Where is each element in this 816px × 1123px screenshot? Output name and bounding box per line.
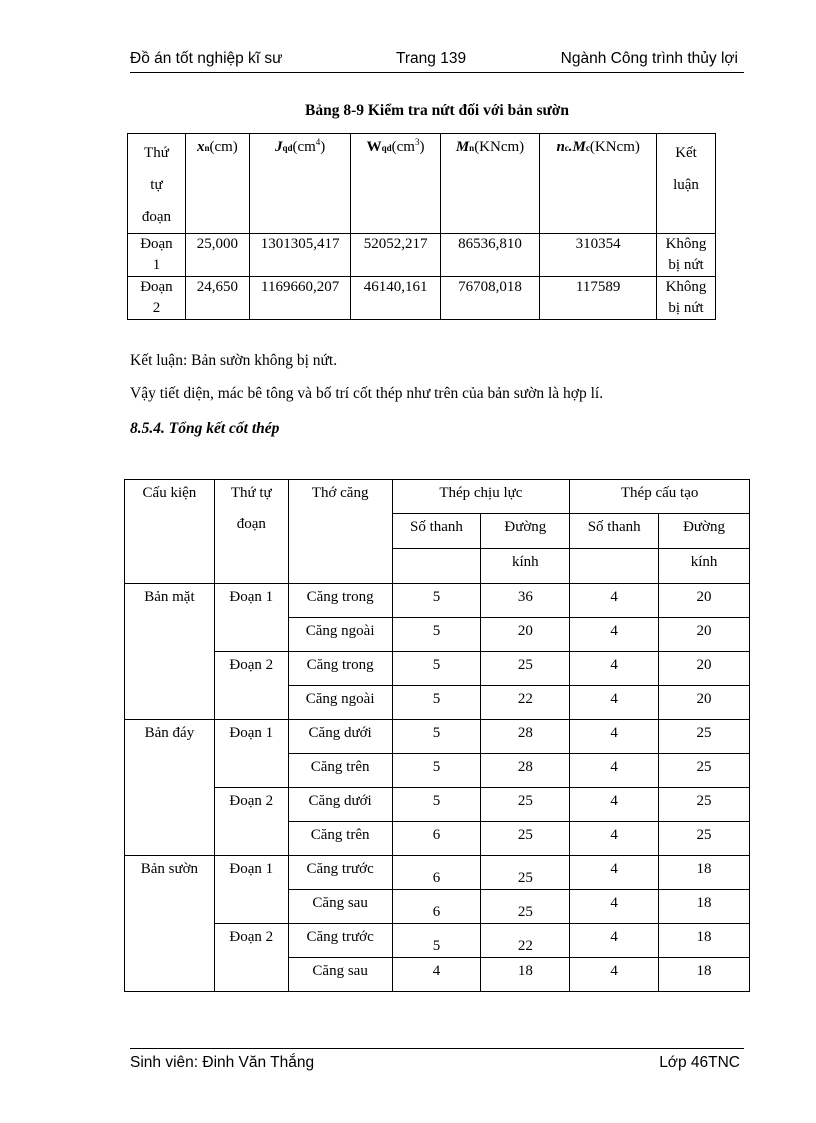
header-xn: xn(cm) <box>185 134 249 234</box>
cell-d2: 20 <box>659 618 750 652</box>
cell-d2: 25 <box>659 822 750 856</box>
header-component: Cấu kiện <box>125 480 215 584</box>
cell-d2: 20 <box>659 686 750 720</box>
cell-n2: 4 <box>570 890 659 924</box>
cell-segment: Đoạn 1 <box>128 234 186 277</box>
header-ncmc: nc.Mc(KNcm) <box>540 134 657 234</box>
cell-conclusion: Không bị nứt <box>657 277 716 320</box>
cell-n1: 5 <box>392 652 481 686</box>
cell-n1: 5 <box>392 584 481 618</box>
cell-d1: 25 <box>481 856 570 890</box>
cell-fiber: Căng trong <box>288 652 392 686</box>
cell-n2: 4 <box>570 822 659 856</box>
cell-d2: 20 <box>659 584 750 618</box>
cell-xn: 25,000 <box>185 234 249 277</box>
page-header <box>130 50 744 73</box>
header-page-number: Trang 139 <box>396 50 467 67</box>
cell-fiber: Căng trên <box>288 754 392 788</box>
cell-segment: Đoạn 2 <box>214 788 288 856</box>
cell-n2: 4 <box>570 584 659 618</box>
cell-n1: 5 <box>392 924 481 958</box>
cell-fiber: Căng trong <box>288 584 392 618</box>
header-blank <box>392 549 481 584</box>
table-row <box>125 856 750 890</box>
table-row <box>128 277 716 320</box>
cell-d1: 36 <box>481 584 570 618</box>
cell-mn: 86536,810 <box>440 234 540 277</box>
cell-segment: Đoạn 2 <box>214 652 288 720</box>
cell-n1: 6 <box>392 890 481 924</box>
cell-xn: 24,650 <box>185 277 249 320</box>
footer-class: Lớp 46TNC <box>659 1054 740 1071</box>
cell-jqd: 1169660,207 <box>249 277 351 320</box>
page-footer <box>130 1048 744 1075</box>
table-header-row <box>128 134 716 234</box>
cell-d1: 25 <box>481 890 570 924</box>
header-wqd: $Wqd(cm^3)$ <box>351 134 440 234</box>
cell-n2: 4 <box>570 958 659 992</box>
footer-student: Sinh viên: Đinh Văn Thắng <box>130 1054 315 1071</box>
header-diameter-unit: kính <box>481 549 570 584</box>
cell-d1: 25 <box>481 822 570 856</box>
header-department: Ngành Công trình thủy lợi <box>560 50 738 67</box>
header-structural-steel: Thép cấu tạo <box>570 480 750 514</box>
header-load-bearing-steel: Thép chịu lực <box>392 480 570 514</box>
cell-segment: Đoạn 1 <box>214 584 288 652</box>
cell-fiber: Căng trên <box>288 822 392 856</box>
table-row <box>125 924 750 958</box>
cell-component: Bản sườn <box>125 856 215 992</box>
cell-segment: Đoạn 1 <box>214 856 288 924</box>
cell-fiber: Căng sau <box>288 890 392 924</box>
cell-wqd: 46140,161 <box>351 277 440 320</box>
cell-d1: 18 <box>481 958 570 992</box>
table-header-row <box>125 480 750 514</box>
cell-d1: 25 <box>481 652 570 686</box>
cell-fiber: Căng dưới <box>288 720 392 754</box>
table-row <box>125 788 750 822</box>
cell-d2: 25 <box>659 788 750 822</box>
cell-d2: 18 <box>659 856 750 890</box>
cell-component: Bản đáy <box>125 720 215 856</box>
table1-caption: Bảng 8-9 Kiểm tra nứt đối với bản sườn <box>305 102 569 119</box>
cell-fiber: Căng trước <box>288 856 392 890</box>
header-thesis-title: Đồ án tốt nghiệp kĩ sư <box>130 50 283 67</box>
cell-n1: 5 <box>392 720 481 754</box>
cell-n2: 4 <box>570 720 659 754</box>
cell-d1: 28 <box>481 754 570 788</box>
cell-n2: 4 <box>570 754 659 788</box>
cell-n2: 4 <box>570 652 659 686</box>
cell-segment: Đoạn 2 <box>214 924 288 992</box>
cell-component: Bản mặt <box>125 584 215 720</box>
cell-n1: 5 <box>392 754 481 788</box>
cell-n1: 4 <box>392 958 481 992</box>
cell-d1: 25 <box>481 788 570 822</box>
header-jqd: $Jqd(cm^4)$ <box>249 134 351 234</box>
header-segment: Thứ tự đoạn <box>214 480 288 584</box>
cell-d1: 22 <box>481 924 570 958</box>
cell-fiber: Căng trước <box>288 924 392 958</box>
reinforcement-summary-table <box>124 479 750 992</box>
header-mn: Mn(KNcm) <box>440 134 540 234</box>
table-row <box>128 234 716 277</box>
cell-n1: 6 <box>392 822 481 856</box>
cell-fiber: Căng ngoài <box>288 686 392 720</box>
header-diameter: Đường <box>659 514 750 549</box>
cell-n1: 6 <box>392 856 481 890</box>
cell-n1: 5 <box>392 686 481 720</box>
cell-mn: 76708,018 <box>440 277 540 320</box>
table-row <box>125 720 750 754</box>
cell-segment: Đoạn 1 <box>214 720 288 788</box>
cell-n2: 4 <box>570 788 659 822</box>
cell-n2: 4 <box>570 856 659 890</box>
cell-d2: 25 <box>659 754 750 788</box>
header-fiber: Thớ căng <box>288 480 392 584</box>
header-segment: Thứ tự đoạn <box>128 134 186 234</box>
header-blank <box>570 549 659 584</box>
cell-d1: 22 <box>481 686 570 720</box>
table-row <box>125 652 750 686</box>
cell-d1: 28 <box>481 720 570 754</box>
cell-ncmc: 310354 <box>540 234 657 277</box>
cell-n1: 5 <box>392 788 481 822</box>
cell-fiber: Căng sau <box>288 958 392 992</box>
cell-n1: 5 <box>392 618 481 652</box>
conclusion-paragraph: Kết luận: Bản sườn không bị nứt. <box>130 352 338 369</box>
header-bar-count: Số thanh <box>570 514 659 549</box>
cell-d1: 20 <box>481 618 570 652</box>
cell-n2: 4 <box>570 618 659 652</box>
cell-fiber: Căng ngoài <box>288 618 392 652</box>
cell-d2: 18 <box>659 924 750 958</box>
cell-segment: Đoạn 2 <box>128 277 186 320</box>
cell-d2: 18 <box>659 958 750 992</box>
table-row <box>125 584 750 618</box>
cell-jqd: 1301305,417 <box>249 234 351 277</box>
cell-d2: 20 <box>659 652 750 686</box>
header-diameter: Đường <box>481 514 570 549</box>
cell-n2: 4 <box>570 924 659 958</box>
section-heading: 8.5.4. Tổng kết cốt thép <box>130 420 280 437</box>
header-diameter-unit: kính <box>659 549 750 584</box>
cell-ncmc: 117589 <box>540 277 657 320</box>
header-conclusion: Kết luận <box>657 134 716 234</box>
cell-fiber: Căng dưới <box>288 788 392 822</box>
cell-d2: 25 <box>659 720 750 754</box>
header-bar-count: Số thanh <box>392 514 481 549</box>
cell-n2: 4 <box>570 686 659 720</box>
cell-d2: 18 <box>659 890 750 924</box>
crack-check-table <box>127 133 716 320</box>
cell-wqd: 52052,217 <box>351 234 440 277</box>
cell-conclusion: Không bị nứt <box>657 234 716 277</box>
summary-paragraph: Vậy tiết diện, mác bê tông và bố trí cốt thép như trên của bản sườn là hợp lí. <box>130 385 604 402</box>
